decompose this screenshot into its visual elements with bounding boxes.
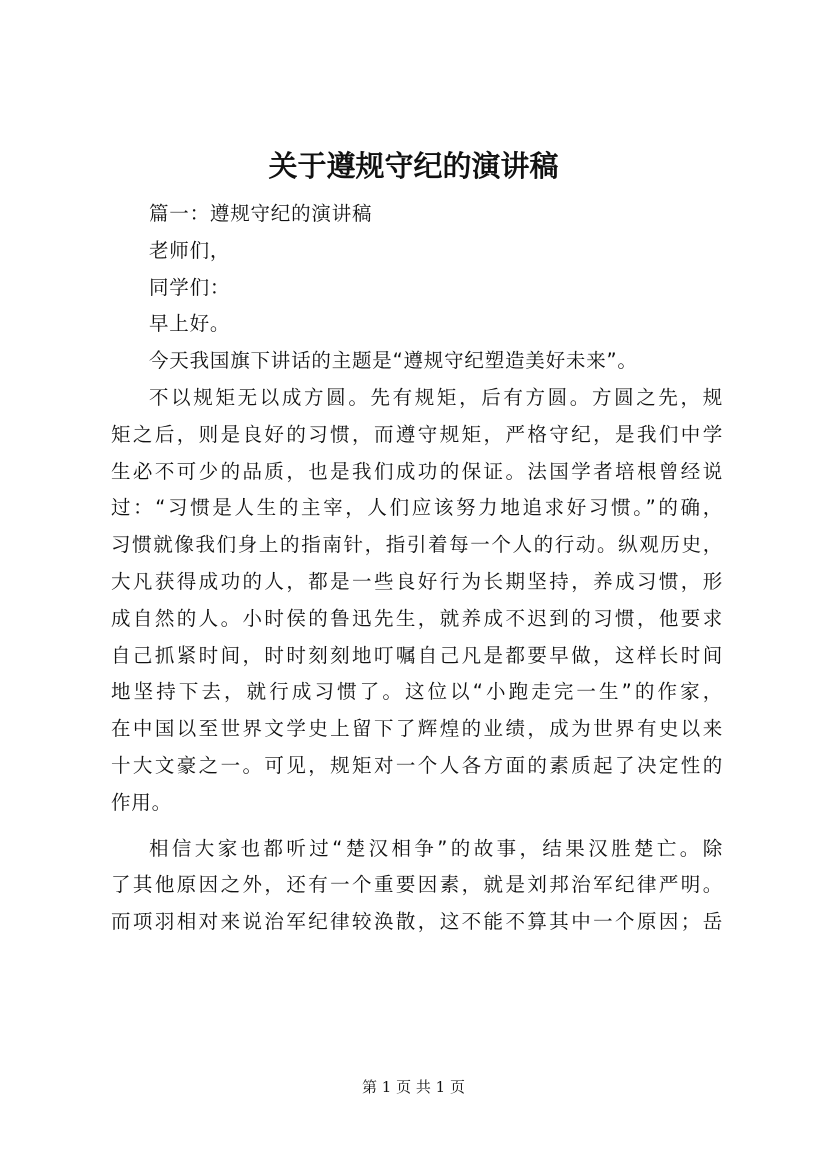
paragraph-2 [111, 831, 723, 941]
paragraph-line: 地坚持下去，就行成习惯了。这位以“小跑走完一生”的作家， [111, 680, 723, 704]
paragraph-line: 习惯就像我们身上的指南针，指引着每一个人的行动。纵观历史， [111, 533, 723, 557]
paragraph-line: 了其他原因之外，还有一个重要因素，就是刘邦治军纪律严明。 [111, 873, 723, 897]
paragraph-line: 成自然的人。小时侯的鲁迅先生，就养成不迟到的习惯，他要求 [111, 606, 723, 630]
section-heading: 篇一：遵规守纪的演讲稿 [149, 202, 373, 225]
topic-line: 今天我国旗下讲话的主题是“遵规守纪塑造美好未来”。 [149, 349, 638, 373]
paragraph-line: 十大文豪之一。可见，规矩对一个人各方面的素质起了决定性的 [111, 753, 723, 777]
salutation-teachers: 老师们， [149, 238, 231, 262]
paragraph-line: 矩之后，则是良好的习惯，而遵守规矩，严格守纪，是我们中学 [111, 422, 723, 446]
paragraph-line: 不以规矩无以成方圆。先有规矩，后有方圆。方圆之先，规 [149, 385, 723, 409]
paragraph-spacer [111, 822, 723, 831]
salutation-students: 同学们： [149, 275, 231, 299]
paragraph-line: 作用。 [111, 790, 172, 814]
paragraph-line: 生必不可少的品质，也是我们成功的保证。法国学者培根曾经说 [111, 459, 723, 483]
greeting: 早上好。 [149, 312, 231, 336]
paragraph-line: 相信大家也都听过“楚汉相争”的故事，结果汉胜楚亡。除 [149, 836, 723, 860]
page-footer: 第 1 页 共 1 页 [362, 1078, 465, 1096]
paragraph-1 [111, 380, 723, 822]
paragraph-line: 自己抓紧时间，时时刻刻地叮嘱自己凡是都要早做，这样长时间 [111, 643, 723, 667]
paragraph-line: 而项羽相对来说治军纪律较涣散，这不能不算其中一个原因；岳 [111, 910, 723, 934]
paragraph-line: 在中国以至世界文学史上留下了辉煌的业绩，成为世界有史以来 [111, 717, 723, 741]
document-title: 关于遵规守纪的演讲稿 [268, 149, 559, 183]
document-body [111, 196, 723, 941]
paragraph-line: 过：“习惯是人生的主宰，人们应该努力地追求好习惯。”的确， [111, 496, 723, 520]
paragraph-line: 大凡获得成功的人，都是一些良好行为长期坚持，养成习惯，形 [111, 569, 723, 593]
